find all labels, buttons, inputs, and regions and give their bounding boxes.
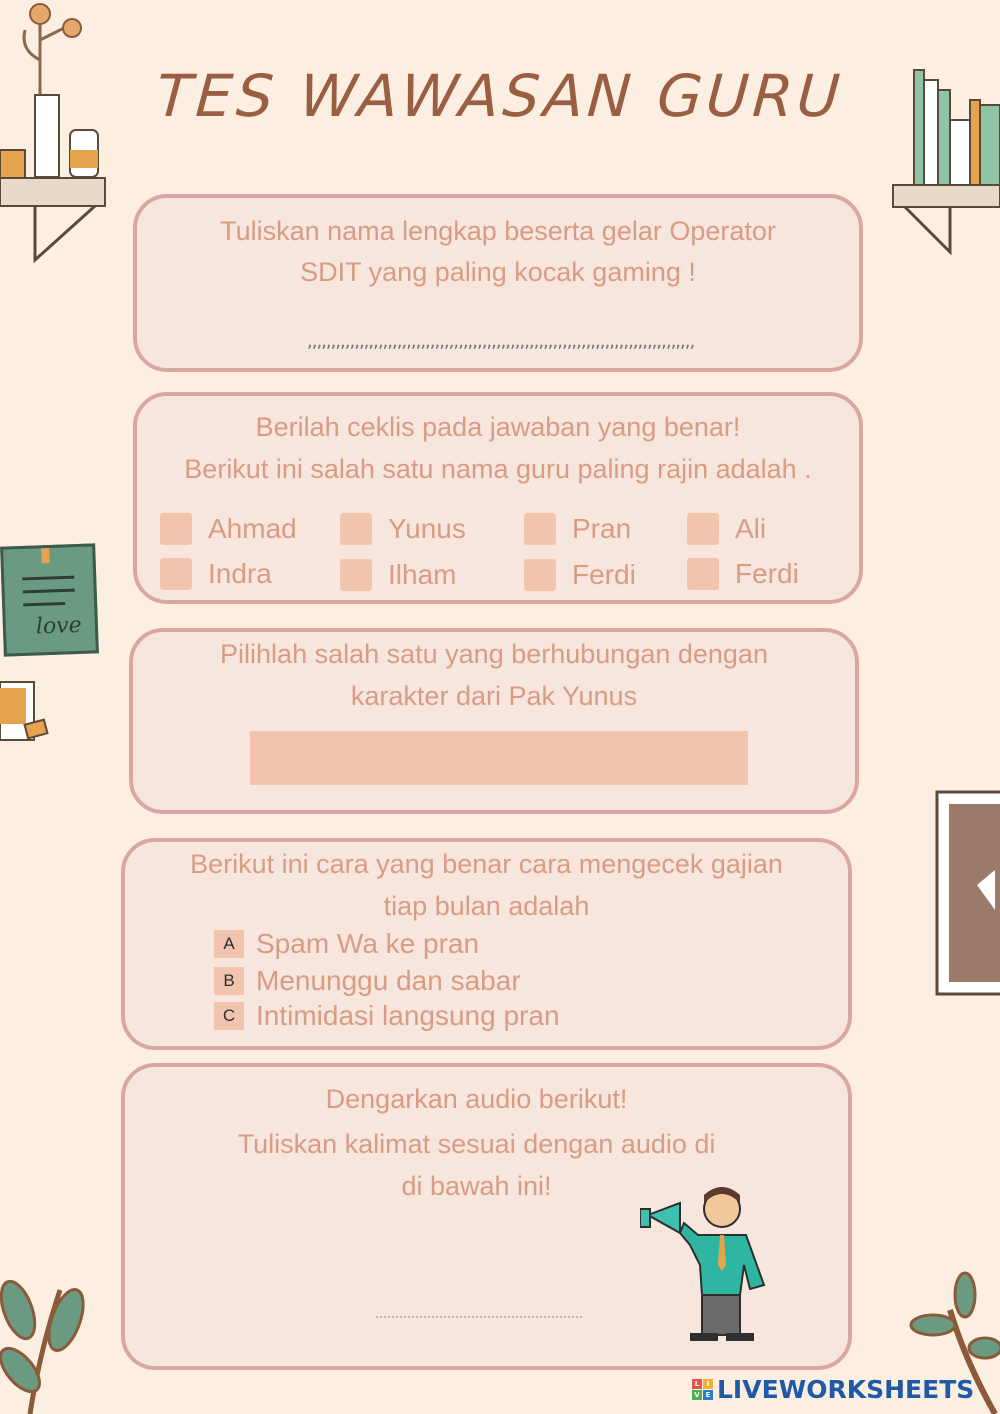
checkbox-indra[interactable] bbox=[160, 558, 192, 590]
option-ferdi-1[interactable] bbox=[524, 558, 636, 592]
checkbox-ferdi-2[interactable] bbox=[687, 558, 719, 590]
option-label: Ferdi bbox=[735, 558, 799, 589]
choice-a-text: Spam Wa ke pran bbox=[256, 928, 480, 959]
choice-c-text: Intimidasi langsung pran bbox=[256, 1000, 560, 1031]
option-ali[interactable] bbox=[687, 512, 766, 546]
liveworksheets-logo[interactable] bbox=[692, 1374, 974, 1404]
question-3-text-line-1: Pilihlah salah satu yang berhubungan dengan bbox=[220, 639, 768, 669]
checkbox-ahmad[interactable] bbox=[160, 513, 192, 545]
option-label: Indra bbox=[208, 558, 272, 589]
love-note-text: love bbox=[35, 612, 83, 640]
liveworksheets-brand-text: LIVEWORKSHEETS bbox=[717, 1374, 975, 1404]
question-5-text-line-1: Tuliskan kalimat sesuai dengan audio di bbox=[237, 1129, 716, 1159]
option-label: Ilham bbox=[388, 559, 457, 590]
audio-answer-line[interactable] bbox=[376, 1316, 582, 1318]
question-3-text-line-2: karakter dari Pak Yunus bbox=[350, 681, 638, 711]
question-2-text: Berikut ini salah satu nama guru paling rajin adalah . bbox=[184, 454, 812, 484]
logo-letter-v: V bbox=[692, 1390, 702, 1400]
option-yunus[interactable] bbox=[340, 512, 466, 546]
checkbox-ferdi-1[interactable] bbox=[524, 559, 556, 591]
option-label: Yunus bbox=[388, 513, 466, 544]
choice-b-text: Menunggu dan sabar bbox=[256, 965, 521, 996]
option-indra[interactable] bbox=[160, 557, 272, 591]
flower-vase-shelf-icon bbox=[0, 0, 110, 265]
choice-c-marker[interactable]: C bbox=[214, 1002, 244, 1030]
question-5-text-line-2: di bawah ini! bbox=[401, 1171, 552, 1201]
logo-letter-e: E bbox=[703, 1390, 713, 1400]
choice-a-marker[interactable]: A bbox=[214, 930, 244, 958]
name-answer-field[interactable] bbox=[305, 332, 697, 350]
option-ahmad[interactable] bbox=[160, 512, 297, 546]
question-card-3 bbox=[129, 628, 859, 814]
option-ferdi-2[interactable] bbox=[687, 557, 799, 591]
choice-b[interactable] bbox=[214, 965, 521, 997]
logo-letter-l: L bbox=[692, 1379, 702, 1389]
question-4-text-line-1: Berikut ini cara yang benar cara mengecek gajian bbox=[190, 849, 783, 879]
checkbox-yunus[interactable] bbox=[340, 513, 372, 545]
question-5-instruction: Dengarkan audio berikut! bbox=[325, 1084, 628, 1114]
option-pran[interactable] bbox=[524, 512, 631, 546]
choice-c[interactable] bbox=[214, 1000, 560, 1032]
question-4-text-line-2: tiap bulan adalah bbox=[383, 891, 590, 921]
question-1-text-line-1: Tuliskan nama lengkap beserta gelar Operator bbox=[220, 216, 776, 246]
checkbox-ali[interactable] bbox=[687, 513, 719, 545]
logo-letter-i: I bbox=[703, 1379, 713, 1389]
choice-a[interactable] bbox=[214, 928, 479, 960]
plant-left-icon bbox=[0, 1270, 90, 1414]
character-select-dropdown[interactable] bbox=[250, 731, 748, 785]
checkbox-pran[interactable] bbox=[524, 513, 556, 545]
question-2-instruction: Berilah ceklis pada jawaban yang benar! bbox=[255, 412, 741, 442]
option-label: Ahmad bbox=[208, 513, 297, 544]
megaphone-man-icon bbox=[640, 1185, 770, 1345]
option-label: Ali bbox=[735, 513, 767, 544]
photo-icon bbox=[0, 680, 50, 745]
page-title: TES WAWASAN GURU bbox=[154, 62, 846, 130]
option-label: Pran bbox=[572, 513, 632, 544]
picture-frame-icon bbox=[935, 790, 1000, 998]
option-ilham[interactable] bbox=[340, 558, 456, 592]
liveworksheets-logo-icon bbox=[692, 1379, 713, 1400]
love-note-icon bbox=[0, 543, 99, 656]
question-1-text-line-2: SDIT yang paling kocak gaming ! bbox=[300, 257, 696, 287]
checkbox-ilham[interactable] bbox=[340, 559, 372, 591]
option-label: Ferdi bbox=[572, 559, 636, 590]
choice-b-marker[interactable]: B bbox=[214, 967, 244, 995]
